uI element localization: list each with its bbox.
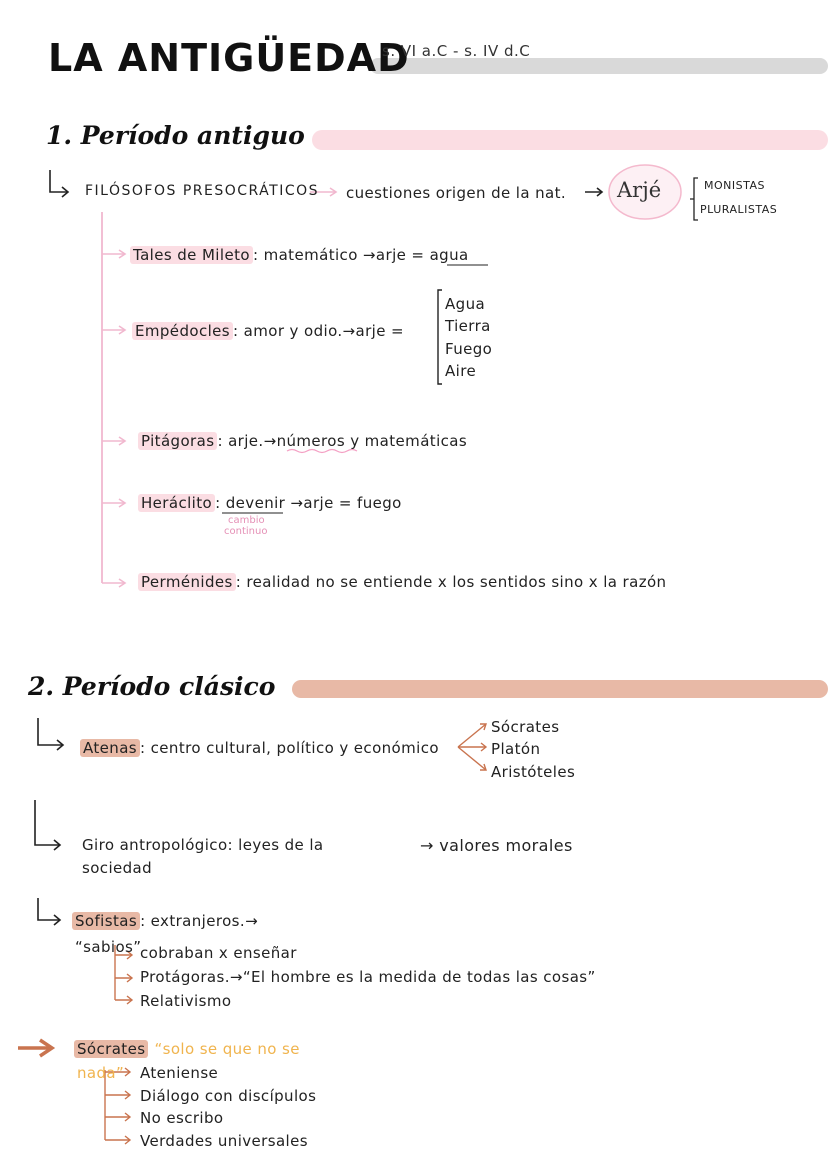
section1-bar <box>312 130 828 150</box>
date-range: s. VI a.C - s. IV d.C <box>382 42 531 60</box>
socrates-label: Sócrates <box>74 1040 148 1058</box>
philosopher-text: devenir →arje = fuego <box>225 494 402 512</box>
philosopher-name: Empédocles <box>132 322 233 340</box>
list-item <box>130 246 469 264</box>
philosopher-name: Tales de Mileto <box>130 246 253 264</box>
arje-type-monistas: MONISTAS <box>704 179 765 192</box>
atenas-text: : centro cultural, político y económico <box>140 739 439 757</box>
section2-bar <box>292 680 828 698</box>
socrates-item: Verdades universales <box>140 1132 308 1150</box>
list-item <box>132 322 404 340</box>
philosopher-text: realidad no se entiende x los sentidos sino x la razón <box>246 573 667 591</box>
atenas-label: Atenas <box>80 739 140 757</box>
socrates-item: No escribo <box>140 1109 224 1127</box>
element-item: Fuego <box>445 340 493 358</box>
section1-heading: 1. Período antiguo <box>46 121 305 150</box>
sofistas-item: Protágoras.→“El hombre es la medida de todas las cosas” <box>140 968 596 986</box>
giro-result: → valores morales <box>420 836 573 855</box>
list-item <box>138 573 666 591</box>
atenas-branch-platon: Platón <box>491 740 541 758</box>
arje-type-pluralistas: PLURALISTAS <box>700 203 778 216</box>
giro-line1: Giro antropológico: leyes de la <box>82 836 324 854</box>
philosopher-text: amor y odio.→arje = <box>243 322 405 340</box>
philosopher-text: arje.→números y matemáticas <box>228 432 468 450</box>
philosopher-name: Heráclito <box>138 494 215 512</box>
element-item: Aire <box>445 362 477 380</box>
socrates-quote: “solo se que no se <box>154 1040 300 1058</box>
element-item: Tierra <box>445 317 491 335</box>
atenas-line <box>80 739 439 757</box>
sofistas-sabios: “sabios” <box>75 938 142 956</box>
socrates-line <box>74 1040 300 1058</box>
separator: : <box>252 246 259 264</box>
giro-line2: sociedad <box>82 859 153 877</box>
element-item: Agua <box>445 295 486 313</box>
philosopher-name: Pitágoras <box>138 432 217 450</box>
atenas-branch-aristoteles: Aristóteles <box>491 763 576 781</box>
sofistas-line <box>72 912 258 930</box>
root-label: FILÓSOFOS PRESOCRÁTICOS <box>85 183 320 199</box>
socrates-item: Ateniense <box>140 1064 219 1082</box>
header-bar <box>370 58 828 74</box>
separator: : <box>217 432 223 450</box>
page-title: LA ANTIGÜEDAD <box>48 36 410 80</box>
separator: : <box>215 494 221 512</box>
list-item <box>138 432 467 450</box>
atenas-branch-socrates: Sócrates <box>491 718 560 736</box>
socrates-item: Diálogo con discípulos <box>140 1087 317 1105</box>
sofistas-item: Relativismo <box>140 992 232 1010</box>
root-desc: cuestiones origen de la nat. <box>346 184 567 202</box>
socrates-quote-end: nada” <box>77 1064 125 1082</box>
philosopher-name: Perménides <box>138 573 236 591</box>
sofistas-text: : extranjeros.→ <box>140 912 259 930</box>
arje-circle-label: Arjé <box>617 178 662 202</box>
separator: : <box>235 573 242 591</box>
section2-heading: 2. Período clásico <box>28 672 276 701</box>
sofistas-item: cobraban x enseñar <box>140 944 297 962</box>
sofistas-label: Sofistas <box>72 912 140 930</box>
list-item <box>138 494 402 512</box>
note-cambio: cambio <box>228 515 265 526</box>
philosopher-text: matemático →arje = agua <box>263 246 469 264</box>
note-continuo: continuo <box>224 526 268 537</box>
separator: : <box>233 322 239 340</box>
